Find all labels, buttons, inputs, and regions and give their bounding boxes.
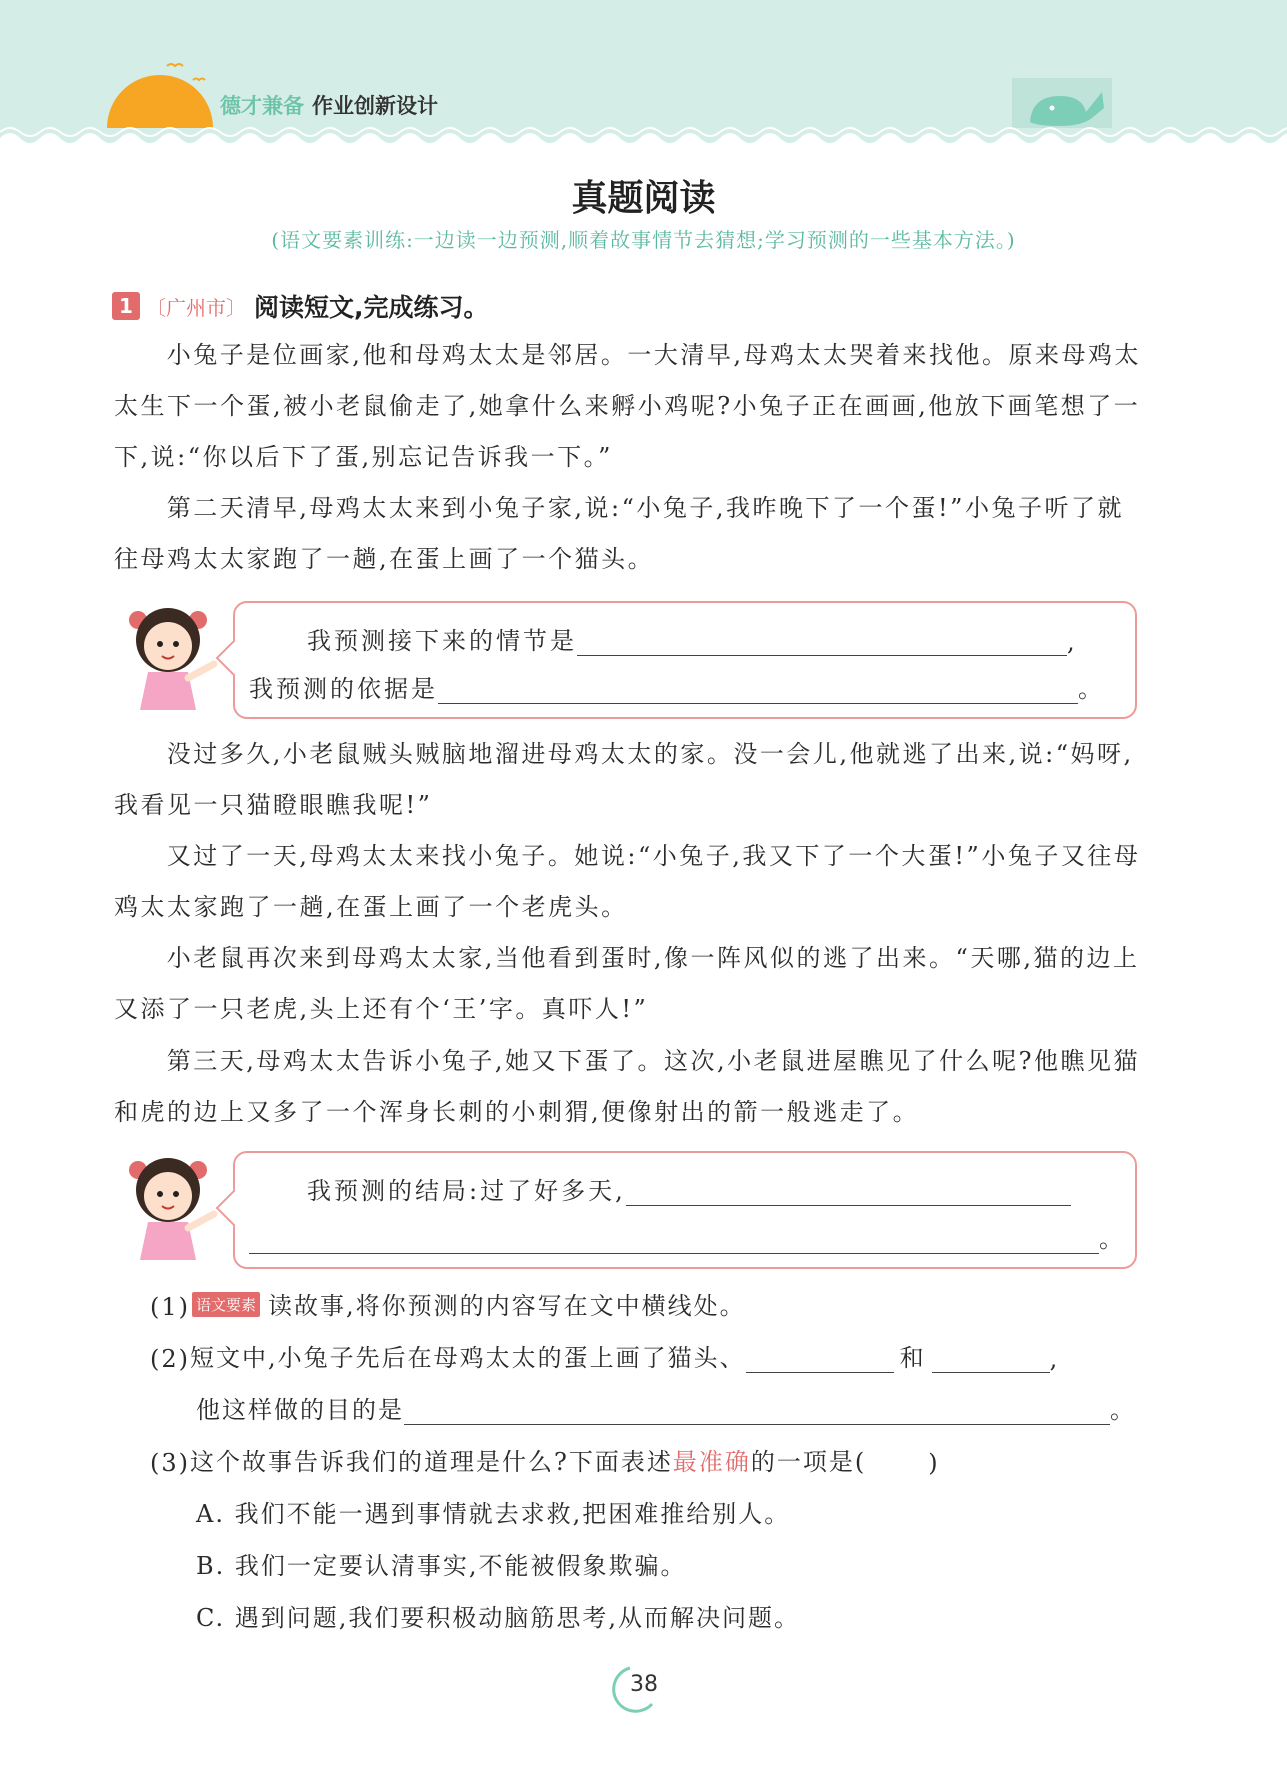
- option-c[interactable]: C. 遇到问题,我们要积极动脑筋思考,从而解决问题。: [196, 1604, 801, 1632]
- q1-tag: 语文要素: [192, 1292, 260, 1317]
- girl-illustration: [118, 1148, 228, 1263]
- bubble1-period: 。: [1078, 675, 1105, 703]
- bubble2-line2: [249, 1219, 1126, 1254]
- question-source: 〔广州市〕: [146, 295, 246, 320]
- option-b[interactable]: B. 我们一定要认清事实,不能被假象欺骗。: [196, 1552, 687, 1580]
- sub-question-3: [150, 1442, 940, 1477]
- q2-number: (2): [150, 1345, 190, 1373]
- q2-blank-2[interactable]: [932, 1346, 1050, 1373]
- brand-dark: 作业创新设计: [312, 94, 438, 118]
- q2-period: 。: [1110, 1396, 1136, 1424]
- bubble2-line1: [307, 1171, 1071, 1206]
- q3-text-a: 这个故事告诉我们的道理是什么?下面表述: [190, 1448, 673, 1476]
- q3-number: (3): [150, 1449, 190, 1477]
- bubble1-reason-prompt: 我预测的依据是: [249, 675, 438, 703]
- page-number: 38: [630, 1672, 658, 1697]
- page-header: [0, 0, 1287, 150]
- passage-paragraph-4: 又过了一天,母鸡太太来找小兔子。她说:“小兔子,我又下了一个大蛋!”小兔子又往母鸡太太家跑了一趟,在蛋上画了一个老虎头。: [114, 842, 1141, 921]
- bubble1-line2: [249, 669, 1105, 704]
- option-a[interactable]: A. 我们不能一遇到事情就去求救,把困难推给别人。: [196, 1500, 791, 1528]
- brand-title: [220, 90, 438, 120]
- q2-purpose-prompt: 他这样做的目的是: [196, 1396, 404, 1424]
- bubble2-period: 。: [1099, 1225, 1126, 1253]
- bubble1-prompt: 我预测接下来的情节是: [307, 627, 577, 655]
- q2-and: 和: [899, 1344, 926, 1372]
- passage-paragraph-6: 第三天,母鸡太太告诉小兔子,她又下蛋了。这次,小老鼠进屋瞧见了什么呢?他瞧见猫和虎的边上又多了一个浑身长刺的小刺猬,便像射出的箭一般逃走了。: [114, 1047, 1141, 1126]
- prediction-bubble-2: [233, 1151, 1137, 1269]
- ending-blank-1[interactable]: [626, 1179, 1071, 1206]
- sub-question-2: [150, 1338, 1059, 1373]
- passage-paragraph-2: 第二天清早,母鸡太太来到小兔子家,说:“小兔子,我昨晚下了一个蛋!”小兔子听了就往母鸡太太家跑了一趟,在蛋上画了一个猫头。: [114, 494, 1124, 573]
- wave-border: [0, 118, 1287, 152]
- prediction-bubble-1: [233, 601, 1137, 719]
- bubble2-prompt: 我预测的结局:过了好多天,: [307, 1177, 626, 1205]
- bubble1-line1: [307, 621, 1078, 656]
- passage-paragraph-3: 没过多久,小老鼠贼头贼脑地溜进母鸡太太的家。没一会儿,他就逃了出来,说:“妈呀,我看见一只猫瞪眼瞧我呢!”: [114, 740, 1134, 819]
- page-title: 真题阅读: [571, 178, 716, 219]
- brand-colored: 德才兼备: [220, 94, 304, 118]
- q2-comma: ,: [1049, 1345, 1060, 1373]
- sub-question-1: [150, 1286, 746, 1321]
- ending-blank-2[interactable]: [249, 1227, 1099, 1254]
- reason-blank[interactable]: [438, 677, 1078, 704]
- q1-text: 读故事,将你预测的内容写在文中横线处。: [268, 1292, 746, 1320]
- q2-purpose-blank[interactable]: [404, 1398, 1110, 1425]
- q3-text-b: 的一项是(: [750, 1448, 867, 1476]
- girl-illustration: [118, 598, 228, 713]
- plot-prediction-blank[interactable]: [577, 629, 1067, 656]
- page-subtitle: (语文要素训练:一边读一边预测,顺着故事情节去猜想;学习预测的一些基本方法。): [271, 228, 1016, 252]
- q3-emphasis: 最准确: [672, 1448, 751, 1476]
- passage-paragraph-5: 小老鼠再次来到母鸡太太家,当他看到蛋时,像一阵风似的逃了出来。“天哪,猫的边上又添了一只老虎,头上还有个‘王’字。真吓人!”: [114, 944, 1140, 1023]
- question-number: 1: [112, 292, 140, 320]
- q2-blank-1[interactable]: [746, 1346, 894, 1373]
- question-heading: [112, 288, 489, 324]
- q2-text: 短文中,小兔子先后在母鸡太太的蛋上画了猫头、: [190, 1344, 746, 1372]
- passage-paragraph-1: 小兔子是位画家,他和母鸡太太是邻居。一大清早,母鸡太太哭着来找他。原来母鸡太太生下一个蛋,被小老鼠偷走了,她拿什么来孵小鸡呢?小兔子正在画画,他放下画笔想了一下,说:“你以后下了蛋,别忘记告诉我一下。”: [114, 341, 1142, 471]
- q1-number: (1): [150, 1293, 190, 1321]
- q3-close: ): [928, 1449, 940, 1477]
- sub-question-2-line2: [196, 1390, 1136, 1425]
- bubble1-comma: ,: [1067, 628, 1078, 656]
- question-instruction: 阅读短文,完成练习。: [254, 293, 489, 322]
